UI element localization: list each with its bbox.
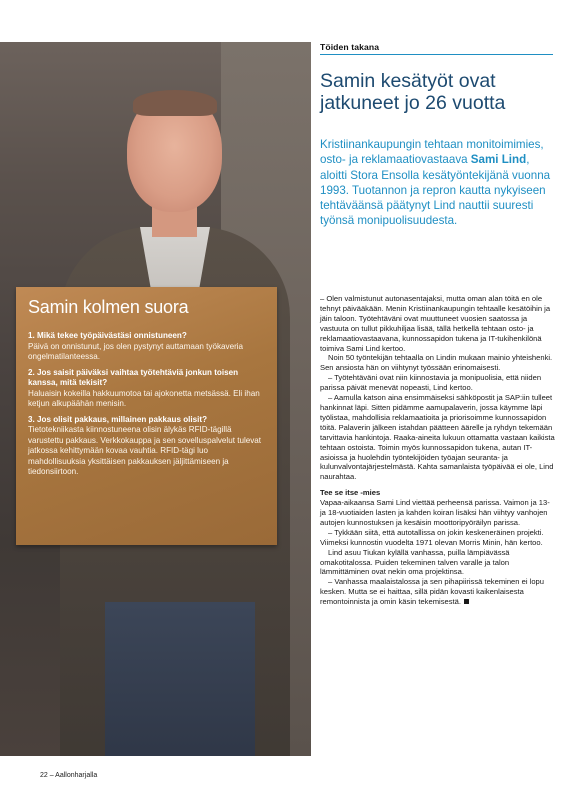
end-mark-icon [464,599,469,604]
body-paragraph: Lind asuu Tiukan kylällä vanhassa, puilla lämpiävässä omakotitalossa. Puiden tekeminen talven varalle ja talon lämmittäminen ovat nekin oma projektinsa. [320,547,510,577]
qa-question: 3. Jos olisit pakkaus, millainen pakkaus olisit? [28,414,208,424]
article-lead [320,137,556,229]
body-paragraph: – Tykkään siitä, että autotallissa on jokin keskeneräinen projekti. Viimeksi kunnostin vuodelta 1971 olevan Morris Minin, hän kertoo. [320,527,544,547]
qa-answer: Tietotekniikasta kiinnostuneena olisin älykäs RFID-tägillä varustettu pakkaus. Verkkokauppa ja sen sovelluspalvelut tulevat jatkossa kehittymään kovaa vauhtia. RFID-tägi luo mahdollisuuksia yksittäisen pakkauksen jäljittämiseen ja tiedonsiirtoon. [28,425,262,476]
body-paragraph: Noin 50 työntekijän tehtaalla on Lindin mukaan mainio yhteishenki. Sen ansiosta hän on viihtynyt työssään erinomaisesti. [320,353,553,373]
qa-answer: Haluaisin kokeilla hakkuumotoa tai ajokonetta metsässä. Eli ihan ketjun alkupäähän menisin. [28,388,260,408]
body-paragraph-last [320,577,556,607]
page-footer: 22 – Aallonharjalla [40,772,98,779]
hair-shape [133,90,217,116]
lead-text-start: Kristiinankaupungin tehtaan monitoimimies, osto- ja reklamaatiovastaava [320,138,544,167]
box-title: Samin kolmen suora [28,297,189,317]
body-paragraph-text: – Vanhassa maalaistalossa ja sen pihapiirissä tekeminen ei lopu kesken. Mutta se ei haittaa, sillä pidän kovasti kaikenlaisesta remontoinnista ja omin käsin tekemisestä. [320,577,544,607]
qa-list [28,331,266,483]
lead-person-name: Sami Lind [470,153,527,167]
body-paragraph: – Aamulla katson aina ensimmäiseksi sähköpostit ja SAP:iin tulleet hankinnat läpi. Sitten pidämme aamupalaverin, jossa käymme läpi työlistaa, mahdollisia reklamaatioita ja priorisoimme kunnossapidon töitä. Palaverin jälkeen istahdan päätteen äärelle ja ryhdyn tekemään tarvittavia hankintoja. Raaka-aineita lukuun ottamatta vastaan kaikista tehtaan ostoista. Toimin myös kunnossapidon tukena, autan IT-asioissa ja huolehdin työntekijöiden työajan seuranta- ja kulunvalvontajärjestelmästä. Kahta samanlaista työpäivää ei ole, Lind naurahtaa. [320,393,555,482]
qa-question: 1. Mikä tekee työpäivästäsi onnistuneen? [28,331,187,340]
body-subheading: Tee se itse -mies [320,488,381,498]
qa-item [28,368,266,410]
article-headline: Samin kesätyöt ovat jatkuneet jo 26 vuotta [320,70,506,114]
jeans-shape [105,602,255,756]
qa-answer: Päivä on onnistunut, jos olen pystynyt auttamaan työkaveria ongelmatilanteessa. [28,341,244,361]
section-kicker: Töiden takana [320,42,380,52]
body-paragraph: – Työtehtäväni ovat niin kiinnostavia ja monipuolisia, että niiden parissa päivät menevät nopeasti, Lind kertoo. [320,373,542,393]
body-paragraph: Vapaa-aikaansa Sami Lind viettää perheensä parissa. Vaimon ja 13- ja 18-vuotiaiden lasten ja kahden koiran lisäksi hän viihtyy vanhojen autojen kunnostuksen ja kesäisin moottoripyöräilyn parissa. [320,498,550,527]
qa-item [28,331,266,363]
body-paragraph: – Olen valmistunut autonasentajaksi, mutta oman alan töitä en ole tehnyt päivääkään. Menin Kristiinankaupungin tehtaalle kesätöihin ja jäin taloon. Työtehtäväni ovat muuttuneet vuosien saatossa ja vastuuta on tullut pikkuhiljaa lisää, tällä hetkellä tehtaan osto- ja reklamaatiovastaavana, kunnossapidon tukena ja IT-tukihenkilönä toimiva Sami Lind kertoo. [320,294,551,353]
cardboard-box-panel [16,287,277,545]
qa-item [28,415,266,478]
qa-question: 2. Jos saisit päiväksi vaihtaa työtehtäviä jonkun toisen kanssa, mitä tekisit? [28,367,239,387]
article-body [320,294,556,607]
kicker-rule [320,54,553,55]
lead-text-end: , aloitti Stora Ensolla kesätyöntekijänä vuonna 1993. Tuotannon ja repron kautta nykyiseen tehtäväänsä päätynyt Lind nauttii suuresti työnsä monipuolisuudesta. [320,153,551,228]
